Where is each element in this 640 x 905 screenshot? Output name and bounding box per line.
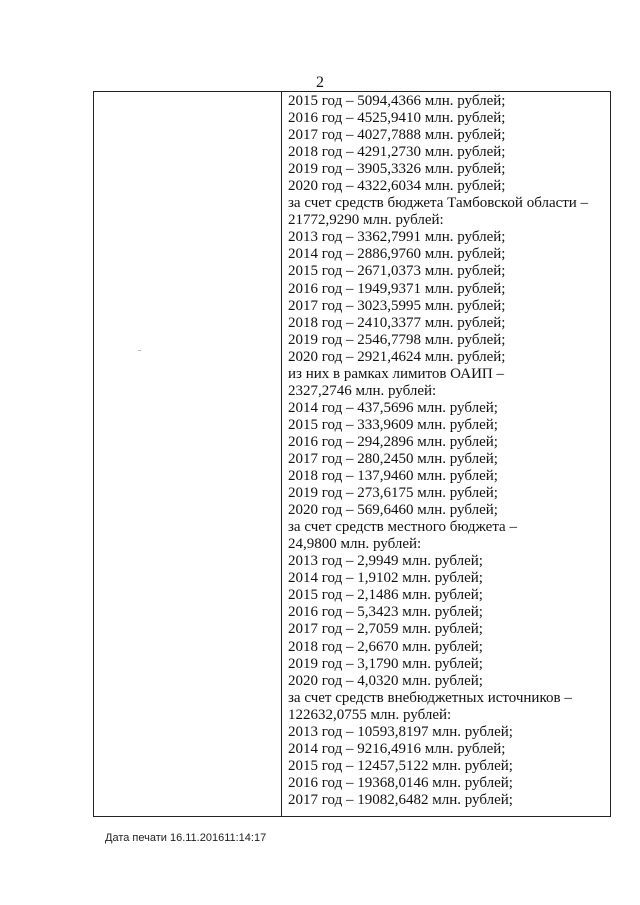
text-line: 2013 год – 2,9949 млн. рублей; bbox=[288, 553, 483, 570]
funding-text-cell bbox=[288, 93, 608, 809]
text-line: 2019 год – 3905,3326 млн. рублей; bbox=[288, 161, 506, 178]
text-line: из них в рамках лимитов ОАИП – bbox=[288, 365, 505, 382]
text-line: 2016 год – 5,3423 млн. рублей; bbox=[288, 604, 483, 621]
text-line: 2018 год – 137,9460 млн. рублей; bbox=[288, 468, 498, 485]
text-line: 2013 год – 3362,7991 млн. рублей; bbox=[288, 229, 506, 246]
text-line: 2020 год – 4,0320 млн. рублей; bbox=[288, 672, 483, 689]
text-line: 2017 год – 4027,7888 млн. рублей; bbox=[288, 127, 506, 144]
print-date: Дата печати 16.11.201611:14:17 bbox=[105, 832, 267, 844]
document-table bbox=[93, 91, 611, 817]
text-line: за счет средств внебюджетных источников – bbox=[288, 689, 572, 706]
text-line: 2019 год – 273,6175 млн. рублей; bbox=[288, 485, 498, 502]
text-line: 2014 год – 437,5696 млн. рублей; bbox=[288, 399, 498, 416]
text-line: 2017 год – 3023,5995 млн. рублей; bbox=[288, 297, 506, 314]
text-line: 2016 год – 1949,9371 млн. рублей; bbox=[288, 280, 506, 297]
text-line: 2016 год – 294,2896 млн. рублей; bbox=[288, 433, 498, 450]
text-line: 2014 год – 9216,4916 млн. рублей; bbox=[288, 740, 506, 757]
text-line: 2015 год – 12457,5122 млн. рублей; bbox=[288, 757, 513, 774]
text-line: 2017 год – 2,7059 млн. рублей; bbox=[288, 621, 483, 638]
page-number: 2 bbox=[316, 74, 324, 91]
text-line: 2018 год – 2,6670 млн. рублей; bbox=[288, 638, 483, 655]
text-line: 2015 год – 2,1486 млн. рублей; bbox=[288, 587, 483, 604]
text-line: 2327,2746 млн. рублей: bbox=[288, 382, 437, 399]
text-line: 24,9800 млн. рублей: bbox=[288, 536, 422, 553]
text-line: 2016 год – 4525,9410 млн. рублей; bbox=[288, 110, 506, 127]
text-line: 21772,9290 млн. рублей: bbox=[288, 212, 444, 229]
text-line: 2015 год – 5094,4366 млн. рублей; bbox=[288, 93, 506, 109]
column-divider bbox=[281, 92, 282, 816]
text-line: 2019 год – 2546,7798 млн. рублей; bbox=[288, 331, 506, 348]
text-line: 2016 год – 19368,0146 млн. рублей; bbox=[288, 774, 513, 791]
text-line: 2014 год – 1,9102 млн. рублей; bbox=[288, 570, 483, 587]
text-line: 2015 год – 333,9609 млн. рублей; bbox=[288, 416, 498, 433]
scan-artifact bbox=[138, 350, 141, 351]
text-line: 2020 год – 2921,4624 млн. рублей; bbox=[288, 348, 506, 365]
text-line: 2014 год – 2886,9760 млн. рублей; bbox=[288, 246, 506, 263]
text-line: 2018 год – 2410,3377 млн. рублей; bbox=[288, 314, 506, 331]
text-line: 2017 год – 280,2450 млн. рублей; bbox=[288, 450, 498, 467]
text-line: 2013 год – 10593,8197 млн. рублей; bbox=[288, 723, 513, 740]
text-line: 2019 год – 3,1790 млн. рублей; bbox=[288, 655, 483, 672]
text-line: 2020 год – 4322,6034 млн. рублей; bbox=[288, 178, 506, 195]
text-line: 2017 год – 19082,6482 млн. рублей; bbox=[288, 791, 513, 808]
text-line: 2018 год – 4291,2730 млн. рублей; bbox=[288, 144, 506, 161]
text-line: за счет средств местного бюджета – bbox=[288, 519, 517, 536]
text-line: 2020 год – 569,6460 млн. рублей; bbox=[288, 502, 498, 519]
text-line: за счет средств бюджета Тамбовской области – bbox=[288, 195, 589, 212]
text-line: 122632,0755 млн. рублей: bbox=[288, 706, 452, 723]
text-line: 2015 год – 2671,0373 млн. рублей; bbox=[288, 263, 506, 280]
